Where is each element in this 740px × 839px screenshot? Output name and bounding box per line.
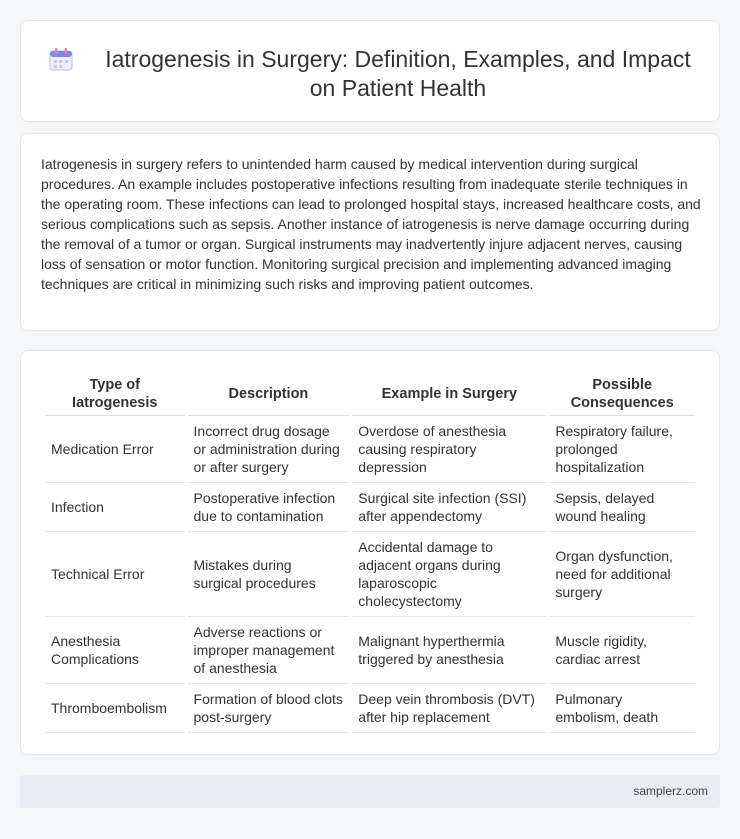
footer-site-link[interactable]: samplerz.com bbox=[633, 784, 708, 798]
table-cell: Overdose of anesthesia causing respiratory depression bbox=[352, 416, 546, 483]
table-cell: Postoperative infection due to contamination bbox=[188, 483, 350, 532]
title-card bbox=[20, 20, 720, 122]
table-row bbox=[45, 684, 695, 733]
column-header: Type of Iatrogenesis bbox=[45, 373, 185, 416]
table-cell: Formation of blood clots post-surgery bbox=[188, 684, 350, 733]
table-cell: Technical Error bbox=[45, 532, 185, 617]
page-title: Iatrogenesis in Surgery: Definition, Examples, and Impact on Patient Health bbox=[105, 46, 691, 101]
table-row bbox=[45, 532, 695, 617]
table-header-row bbox=[45, 373, 695, 416]
table-cell: Mistakes during surgical procedures bbox=[188, 532, 350, 617]
iatrogenesis-table bbox=[42, 373, 698, 733]
table-cell: Organ dysfunction, need for additional surgery bbox=[549, 532, 695, 617]
intro-card bbox=[20, 133, 720, 331]
column-header: Example in Surgery bbox=[352, 373, 546, 416]
table-cell: Deep vein thrombosis (DVT) after hip replacement bbox=[352, 684, 546, 733]
table-card bbox=[20, 350, 720, 755]
table-row bbox=[45, 416, 695, 483]
column-header: Description bbox=[188, 373, 350, 416]
column-header: Possible Consequences bbox=[549, 373, 695, 416]
table-cell: Medication Error bbox=[45, 416, 185, 483]
calendar-icon bbox=[48, 46, 74, 72]
intro-paragraph: Iatrogenesis in surgery refers to unintended harm caused by medical intervention during surgical procedures. An example includes postoperative infections resulting from inadequate sterile techniques in the operating room. These infections can lead to prolonged hospital stays, increased healthcare costs, and serious complications such as sepsis. Another instance of iatrogenesis is nerve damage occurring during the removal of a tumor or organ. Surgical instruments may inadvertently injure adjacent nerves, causing loss of sensation or motor function. Monitoring surgical precision and implementing advanced imaging techniques are critical in minimizing such risks and improving patient outcomes. bbox=[41, 156, 701, 292]
table-cell: Adverse reactions or improper management of anesthesia bbox=[188, 617, 350, 684]
table-cell: Sepsis, delayed wound healing bbox=[549, 483, 695, 532]
table-cell: Respiratory failure, prolonged hospitalization bbox=[549, 416, 695, 483]
table-row bbox=[45, 617, 695, 684]
table-cell: Pulmonary embolism, death bbox=[549, 684, 695, 733]
table-cell: Accidental damage to adjacent organs during laparoscopic cholecystectomy bbox=[352, 532, 546, 617]
table-cell: Anesthesia Complications bbox=[45, 617, 185, 684]
table-cell: Malignant hyperthermia triggered by anesthesia bbox=[352, 617, 546, 684]
table-cell: Incorrect drug dosage or administration during or after surgery bbox=[188, 416, 350, 483]
table-cell: Muscle rigidity, cardiac arrest bbox=[549, 617, 695, 684]
footer-bar bbox=[20, 775, 720, 808]
table-row bbox=[45, 483, 695, 532]
table-cell: Thromboembolism bbox=[45, 684, 185, 733]
table-cell: Surgical site infection (SSI) after appendectomy bbox=[352, 483, 546, 532]
table-cell: Infection bbox=[45, 483, 185, 532]
